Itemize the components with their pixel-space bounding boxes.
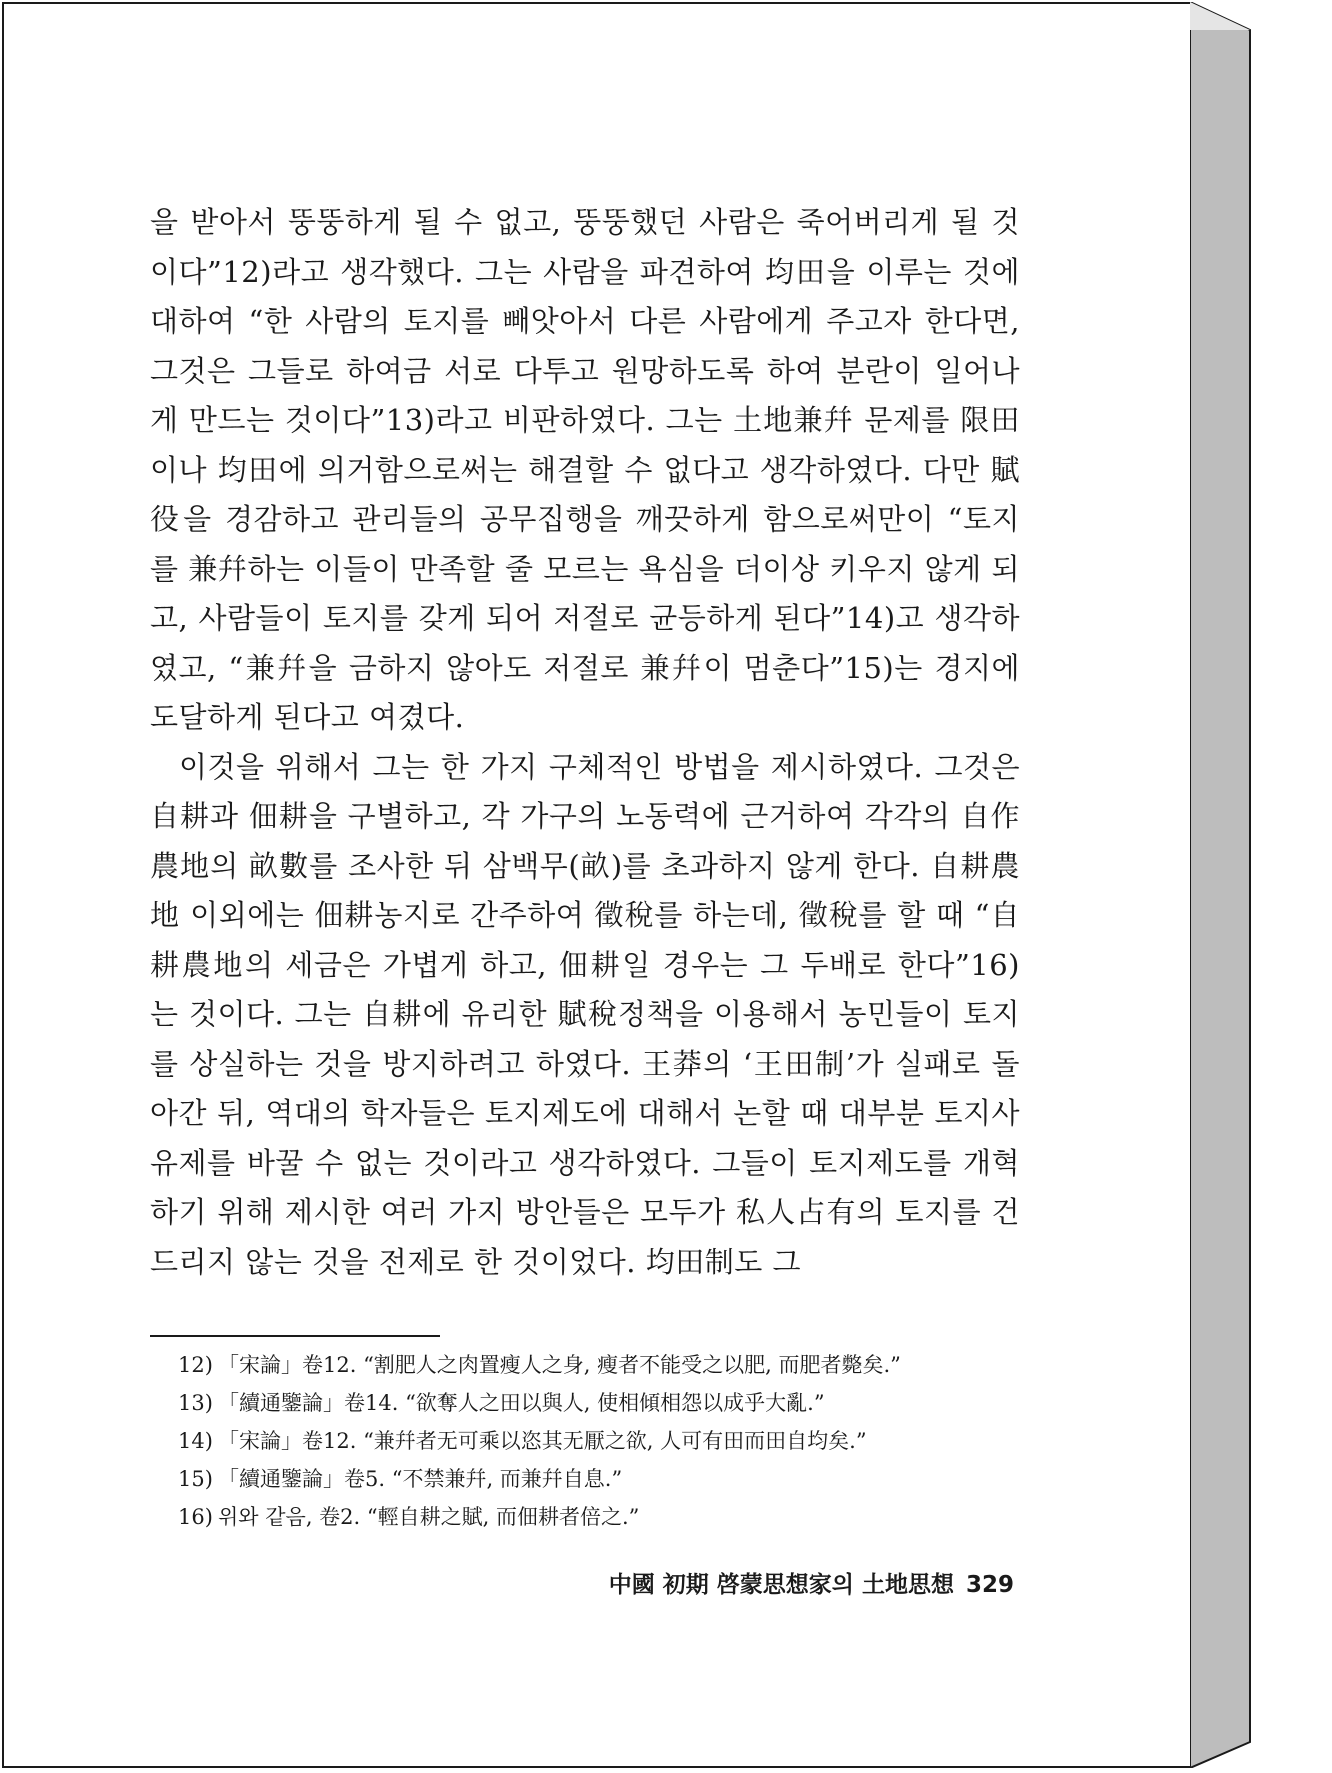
paragraph-2: 이것을 위해서 그는 한 가지 구체적인 방법을 제시하였다. 그것은 自耕과 佃耕을 구별하고, 각 가구의 노동력에 근거하여 각각의 自作農地의 畝數를 조사한 뒤 삼백무(畝)를 초과하지 않게 한다. 自耕農地 이외에는 佃耕농지로 간주하여 徵稅를 하는데, 徵稅를 할 때 “自耕農地의 세금은 가볍게 하고, 佃耕일 경우는 그 두배로 한다”16)는 것이다. 그는 自耕에 유리한 賦稅정책을 이용해서 농민들이 토지를 상실하는 것을 방지하려고 하였다. 王莽의 ‘王田制’가 실패로 돌아간 뒤, 역대의 학자들은 토지제도에 대해서 논할 때 대부분 토지사유제를 바꿀 수 없는 것이라고 생각하였다. 그들이 토지제도를 개혁하기 위해 제시한 여러 가지 방안들은 모두가 私人占有의 토지를 건드리지 않는 것을 전제로 한 것이었다. 均田制도 그 [150, 749, 1020, 1279]
footnote-16 [178, 1498, 1018, 1536]
body-text [150, 198, 1020, 1287]
footnote-text: 위와 같음, 卷2. “輕自耕之賦, 而佃耕者倍之.” [218, 1505, 640, 1529]
footnote-number: 15) [178, 1467, 213, 1491]
footnote-14 [178, 1422, 1018, 1460]
footnote-text: 「續通鑒論」卷14. “欲奪人之田以與人, 使相傾相怨以成乎大亂.” [218, 1391, 825, 1415]
footnote-number: 12) [178, 1353, 213, 1377]
footnote-12 [178, 1346, 1018, 1384]
footnote-number: 16) [178, 1505, 213, 1529]
running-title: 中國 初期 啓蒙思想家의 土地思想 [608, 1572, 954, 1598]
page-number: 329 [965, 1572, 1014, 1598]
page-edge-shading [1190, 2, 1330, 1768]
footnote-15 [178, 1460, 1018, 1498]
footnote-number: 14) [178, 1429, 213, 1453]
footnotes [178, 1346, 1018, 1536]
footnote-text: 「宋論」卷12. “兼幷者无可乘以恣其无厭之欲, 人可有田而田自均矣.” [218, 1429, 867, 1453]
footnote-text: 「續通鑒論」卷5. “不禁兼幷, 而兼幷自息.” [218, 1467, 623, 1491]
footnote-text: 「宋論」卷12. “割肥人之肉置瘦人之身, 瘦者不能受之以肥, 而肥者斃矣.” [218, 1353, 901, 1377]
footnote-13 [178, 1384, 1018, 1422]
running-footer [609, 1566, 1014, 1599]
footnote-number: 13) [178, 1391, 213, 1415]
footnote-divider [150, 1335, 440, 1337]
paragraph-1: 을 받아서 뚱뚱하게 될 수 없고, 뚱뚱했던 사람은 죽어버리게 될 것이다”12)라고 생각했다. 그는 사람을 파견하여 均田을 이루는 것에 대하여 “한 사람의 토지를 빼앗아서 다른 사람에게 주고자 한다면, 그것은 그들로 하여금 서로 다투고 원망하도록 하여 분란이 일어나게 만드는 것이다”13)라고 비판하였다. 그는 土地兼幷 문제를 限田이나 均田에 의거함으로써는 해결할 수 없다고 생각하였다. 다만 賦役을 경감하고 관리들의 공무집행을 깨끗하게 함으로써만이 “토지를 兼幷하는 이들이 만족할 줄 모르는 욕심을 더이상 키우지 않게 되고, 사람들이 토지를 갖게 되어 저절로 균등하게 된다”14)고 생각하였고, “兼幷을 금하지 않아도 저절로 兼幷이 멈춘다”15)는 경지에 도달하게 된다고 여겼다. [150, 205, 1020, 734]
